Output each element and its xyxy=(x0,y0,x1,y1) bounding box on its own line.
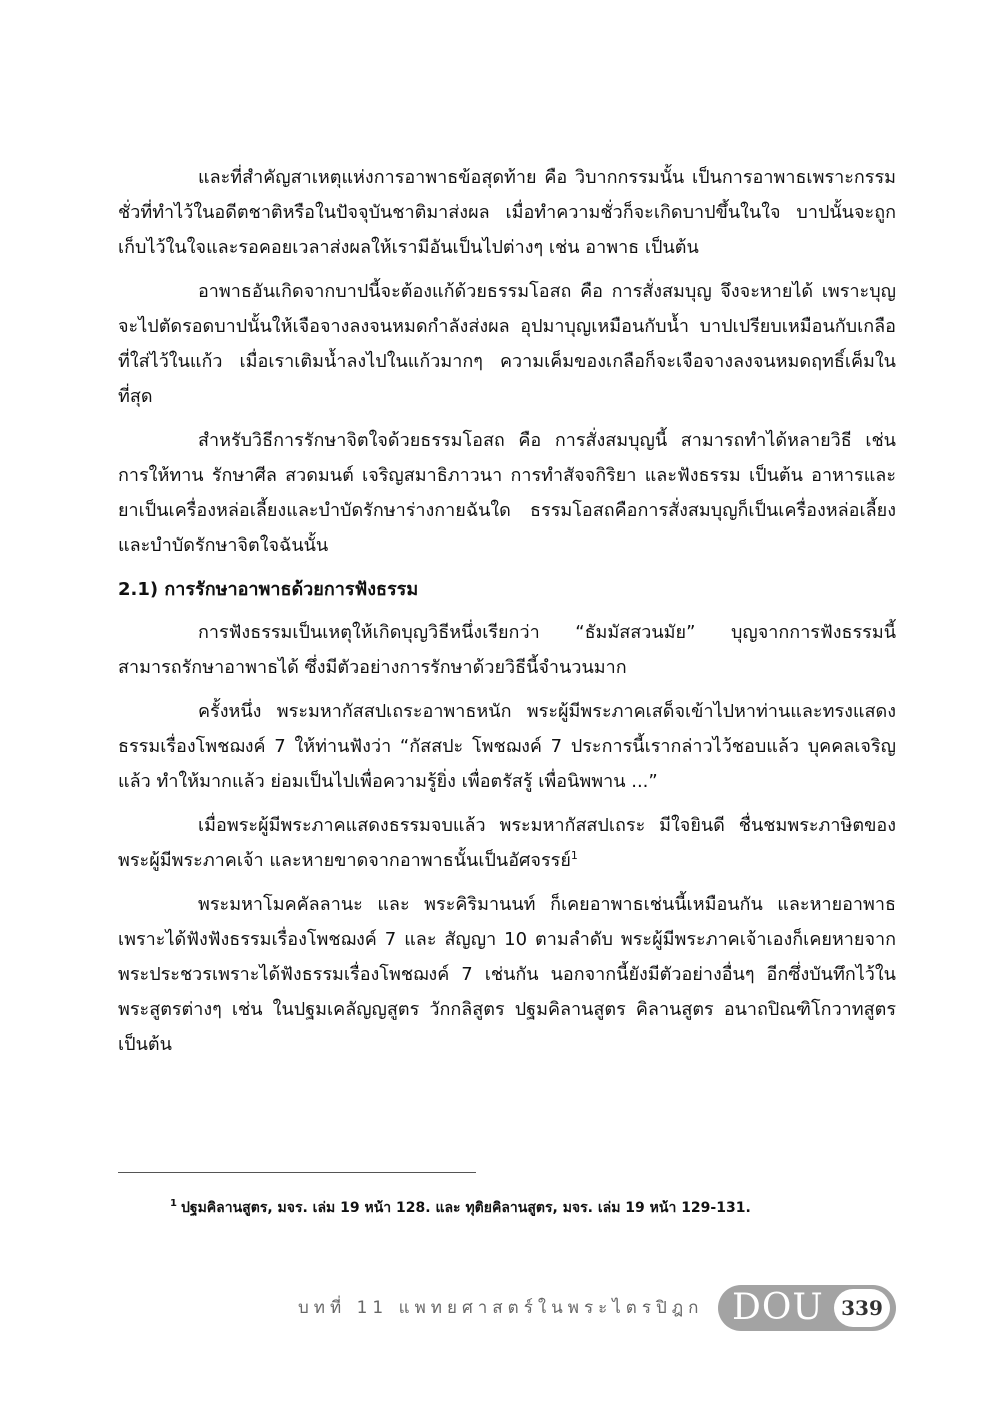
paragraph-listening-dhamma: การฟังธรรมเป็นเหตุให้เกิดบุญวิธีหนึ่งเรียกว่า “ธัมมัสสวนมัย” บุญจากการฟังธรรมนี้สามารถรักษาอาพาธได้ ซึ่งมีตัวอย่างการรักษาด้วยวิธีนี้จำนวนมาก xyxy=(118,622,896,678)
footer-chapter-title: บทที่ 11 แพทยศาสตร์ในพระไตรปิฎก xyxy=(298,1298,704,1318)
body-text xyxy=(118,160,896,1071)
paragraph-kassapa-recovery xyxy=(118,808,896,878)
section-heading: 2.1) การรักษาอาพาธด้วยการฟังธรรม xyxy=(118,579,419,600)
paragraph-merit-methods: สำหรับวิธีการรักษาจิตใจด้วยธรรมโอสถ คือ การสั่งสมบุญนี้ สามารถทำได้หลายวิธี เช่น การให้ทาน รักษาศีล สวดมนต์ เจริญสมาธิภาวนา การทำสัจจกิริยา และฟังธรรม เป็นต้น อาหารและยาเป็นเครื่องหล่อเลี้ยงและบำบัดรักษาร่างกายฉันใด ธรรมโอสถคือการสั่งสมบุญก็เป็นเครื่องหล่อเลี้ยงและบำบัดรักษาจิตใจฉันนั้น xyxy=(118,430,896,556)
footnote-reference[interactable]: 1 xyxy=(570,849,578,862)
paragraph-kassapa-story: ครั้งหนึ่ง พระมหากัสสปเถระอาพาธหนัก พระผู้มีพระภาคเสด็จเข้าไปหาท่านและทรงแสดงธรรมเรื่องโพชฌงค์ 7 ให้ท่านฟังว่า “กัสสปะ โพชฌงค์ 7 ประการนี้เรากล่าวไว้ชอบแล้ว บุคคลเจริญแล้ว ทำให้มากแล้ว ย่อมเป็นไปเพื่อความรู้ยิ่ง เพื่อตรัสรู้ เพื่อนิพพาน ...” xyxy=(118,701,896,792)
footnote xyxy=(170,1196,890,1220)
paragraph-karma-cause: และที่สำคัญสาเหตุแห่งการอาพาธข้อสุดท้าย คือ วิบากกรรมนั้น เป็นการอาพาธเพราะกรรมชั่วที่ทำไว้ในอดีตชาติหรือในปัจจุบันชาติมาส่งผล เมื่อทำความชั่วก็จะเกิดบาปขึ้นในใจ บาปนั้นจะถูกเก็บไว้ในใจและรอคอยเวลาส่งผลให้เรามีอันเป็นไปต่างๆ เช่น อาพาธ เป็นต้น xyxy=(118,167,896,258)
page-number: 339 xyxy=(834,1289,890,1327)
footnote-mark: 1 xyxy=(170,1198,177,1210)
dou-page-badge xyxy=(718,1285,896,1331)
footnote-divider xyxy=(118,1172,476,1173)
dou-logo: DOU xyxy=(732,1287,824,1328)
paragraph-dhamma-medicine: อาพาธอันเกิดจากบาปนี้จะต้องแก้ด้วยธรรมโอสถ คือ การสั่งสมบุญ จึงจะหายได้ เพราะบุญจะไปตัดรอดบาปนั้นให้เจือจางลงจนหมดกำลังส่งผล อุปมาบุญเหมือนกับน้ำ บาปเปรียบเหมือนกับเกลือที่ใส่ไว้ในแก้ว เมื่อเราเติมน้ำลงไปในแก้วมากๆ ความเค็มของเกลือก็จะเจือจางลงจนหมดฤทธิ์เค็มในที่สุด xyxy=(118,281,896,407)
footnote-text: ปฐมคิลานสูตร, มจร. เล่ม 19 หน้า 128. และ ทุติยคิลานสูตร, มจร. เล่ม 19 หน้า 129-131. xyxy=(180,1200,751,1216)
paragraph-kassapa-recovery-text: เมื่อพระผู้มีพระภาคแสดงธรรมจบแล้ว พระมหากัสสปเถระ มีใจยินดี ชื่นชมพระภาษิตของพระผู้มีพระภาคเจ้า และหายขาดจากอาพาธนั้นเป็นอัศจรรย์ xyxy=(118,815,896,871)
paragraph-other-examples: พระมหาโมคคัลลานะ และ พระคิริมานนท์ ก็เคยอาพาธเช่นนี้เหมือนกัน และหายอาพาธเพราะได้ฟังฟังธรรมเรื่องโพชฌงค์ 7 และ สัญญา 10 ตามลำดับ พระผู้มีพระภาคเจ้าเองก็เคยหายจากพระประชวรเพราะได้ฟังธรรมเรื่องโพชฌงค์ 7 เช่นกัน นอกจากนี้ยังมีตัวอย่างอื่นๆ อีกซึ่งบันทึกไว้ในพระสูตรต่างๆ เช่น ในปฐมเคลัญญสูตร วักกลิสูตร ปฐมคิลานสูตร คิลานสูตร อนาถปิณฑิโกวาทสูตร เป็นต้น xyxy=(118,894,896,1055)
